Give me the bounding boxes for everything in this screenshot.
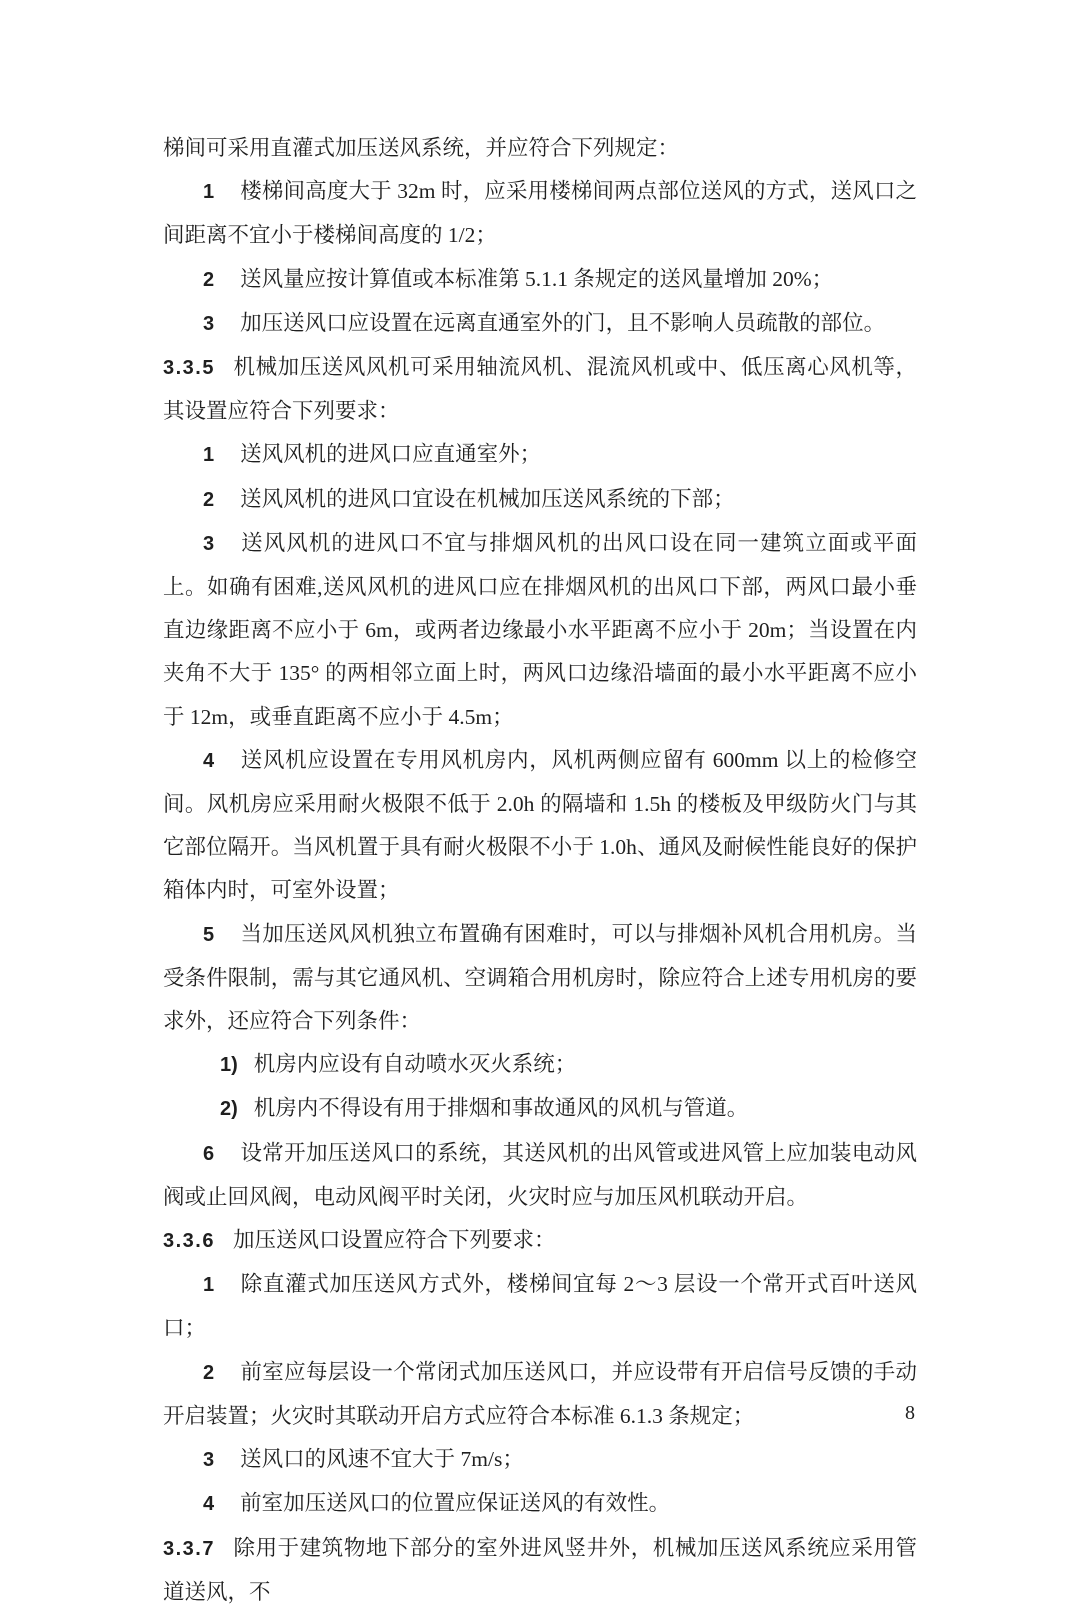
list-item-paragraph [163, 739, 917, 913]
paragraph-text: 送风风机的进风口应直通室外； [240, 442, 542, 467]
list-item-number: 6 [203, 1142, 215, 1165]
list-item-number: 3 [203, 1449, 215, 1472]
paragraph-text: 送风风机的进风口不宜与排烟风机的出风口设在同一建筑立面或平面上。如确有困难,送风风机的进风口应在排烟风机的出风口下部，两风口最小垂直边缘距离不应小于 6m，或两者边缘最小水平距离不应小于 20m；当设置在内夹角不大于 135° 的两相邻立面上时，两风口边缘沿墙面的最小水平距离不应小于 12m，或垂直距离不应小于 4.5m； [163, 530, 917, 729]
paragraph-text: 除用于建筑物地下部分的室外进风竖井外，机械加压送风系统应采用管道送风，不 [163, 1535, 917, 1604]
list-item-paragraph [163, 170, 917, 257]
clause-paragraph [163, 1527, 917, 1614]
list-item-number: 2) [220, 1098, 238, 1121]
paragraph-text: 梯间可采用直灌式加压送风系统，并应符合下列规定： [163, 136, 680, 160]
clause-number: 3.3.6 [163, 1230, 215, 1253]
list-item-number: 4 [203, 1493, 215, 1516]
paragraph-text: 加压送风口设置应符合下列要求： [232, 1228, 556, 1253]
list-item-number: 1 [203, 181, 215, 204]
paragraph-text: 前室应每层设一个常闭式加压送风口，并应设带有开启信号反馈的手动开启装置；火灾时其联动开启方式应符合本标准 6.1.3 条规定； [163, 1359, 917, 1428]
paragraph-text: 加压送风口应设置在远离直通室外的门，且不影响人员疏散的部位。 [240, 310, 886, 335]
list-item-paragraph [163, 1482, 917, 1526]
list-item-paragraph [163, 522, 917, 739]
paragraph-text: 送风机应设置在专用风机房内，风机两侧应留有 600mm 以上的检修空间。风机房应采用耐火极限不低于 2.0h 的隔墙和 1.5h 的楼板及甲级防火门与其它部位隔开。当风机置于具有耐火极限不小于 1.0h、通风及耐候性能良好的保护箱体内时，可室外设置； [163, 747, 917, 903]
list-item-paragraph [163, 1087, 917, 1131]
list-item-number: 3 [203, 532, 215, 555]
paragraph-text: 送风风机的进风口宜设在机械加压送风系统的下部； [240, 486, 735, 511]
paragraph-text: 当加压送风风机独立布置确有困难时，可以与排烟补风机合用机房。当受条件限制，需与其它通风机、空调箱合用机房时，除应符合上述专用机房的要求外，还应符合下列条件： [163, 921, 917, 1034]
list-item-number: 2 [203, 488, 215, 511]
list-item-paragraph [163, 433, 917, 477]
paragraph-text: 除直灌式加压送风方式外，楼梯间宜每 2～3 层设一个常开式百叶送风口； [163, 1272, 917, 1341]
list-item-paragraph [163, 913, 917, 1044]
paragraph-text: 送风口的风速不宜大于 7m/s； [240, 1447, 524, 1472]
list-item-number: 1 [203, 1274, 215, 1297]
list-item-paragraph [163, 1263, 917, 1350]
list-item-paragraph [163, 1351, 917, 1438]
paragraph-text: 楼梯间高度大于 32m 时，应采用楼梯间两点部位送风的方式，送风口之间距离不宜小于楼梯间高度的 1/2； [163, 179, 917, 248]
paragraph-text: 机械加压送风风机可采用轴流风机、混流风机或中、低压离心风机等，其设置应符合下列要求： [163, 355, 917, 424]
paragraph-text: 设常开加压送风口的系统，其送风机的出风管或进风管上应加装电动风阀或止回风阀，电动风阀平时关闭，火灾时应与加压风机联动开启。 [163, 1140, 917, 1209]
paragraph-text: 前室加压送风口的位置应保证送风的有效性。 [240, 1491, 671, 1516]
paragraph-text: 送风量应按计算值或本标准第 5.1.1 条规定的送风量增加 20%； [240, 266, 834, 291]
paragraph-text: 机房内应设有自动喷水灭火系统； [253, 1052, 577, 1077]
paragraph-text: 机房内不得设有用于排烟和事故通风的风机与管道。 [253, 1096, 749, 1121]
list-item-number: 5 [203, 923, 215, 946]
list-item-number: 1) [220, 1054, 238, 1077]
list-item-paragraph [163, 302, 917, 346]
list-item-paragraph [163, 1132, 917, 1219]
list-item-number: 2 [203, 268, 215, 291]
list-item-number: 2 [203, 1361, 215, 1384]
list-item-number: 1 [203, 444, 215, 467]
clause-paragraph [163, 1219, 917, 1263]
list-item-paragraph [163, 478, 917, 522]
clause-paragraph [163, 346, 917, 433]
list-item-paragraph [163, 1438, 917, 1482]
list-item-paragraph [163, 258, 917, 302]
list-item-number: 3 [203, 312, 215, 335]
page-number: 8 [905, 1402, 915, 1424]
body-paragraph [163, 127, 917, 170]
clause-number: 3.3.7 [163, 1537, 215, 1560]
clause-number: 3.3.5 [163, 357, 215, 380]
list-item-number: 4 [203, 749, 215, 772]
document-body [163, 127, 917, 1614]
list-item-paragraph [163, 1043, 917, 1087]
